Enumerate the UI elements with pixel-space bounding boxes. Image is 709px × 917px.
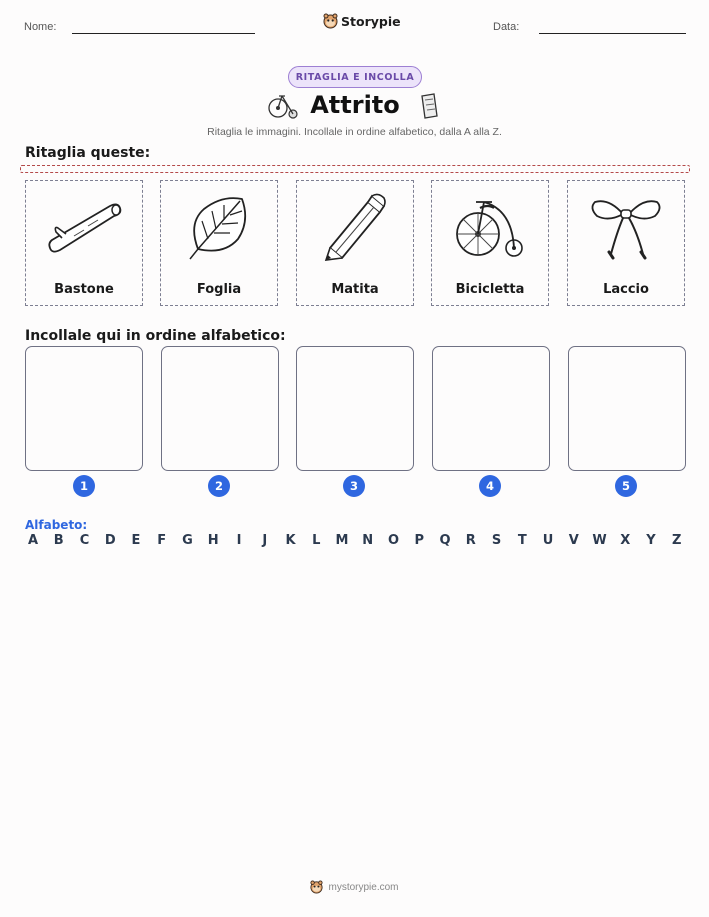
alphabet-letter: O xyxy=(387,533,400,548)
alphabet-letter: Q xyxy=(439,533,451,548)
alphabet-letter: N xyxy=(362,533,374,548)
leaf-icon xyxy=(184,193,254,263)
shoelace-bow-icon xyxy=(587,196,665,260)
paste-slot-2[interactable] xyxy=(161,346,279,471)
activity-tag: RITAGLIA E INCOLLA xyxy=(288,66,422,88)
paste-slot-1[interactable] xyxy=(25,346,143,471)
alphabet-letter: W xyxy=(592,533,607,548)
card-label: Laccio xyxy=(603,282,649,297)
alphabet-letter: D xyxy=(104,533,116,548)
alphabet-letter: Z xyxy=(672,533,682,548)
slot-number-badge: 3 xyxy=(343,475,365,497)
cut-card-laccio[interactable] xyxy=(567,180,685,306)
card-label: Bastone xyxy=(54,282,114,297)
bicycle-decoration-icon xyxy=(268,93,298,119)
alphabet-letter: K xyxy=(285,533,296,548)
page-title: Attrito xyxy=(310,91,400,119)
alphabet-letter: U xyxy=(542,533,554,548)
alphabet-letter: S xyxy=(491,533,502,548)
alphabet-letter: L xyxy=(312,533,321,548)
alphabet-letter: E xyxy=(131,533,141,548)
storypie-mascot-icon xyxy=(310,880,323,894)
alphabet-letter: B xyxy=(53,533,64,548)
card-label: Matita xyxy=(331,282,379,297)
paste-slot-5[interactable] xyxy=(568,346,686,471)
brand-logo xyxy=(323,13,401,29)
card-label: Bicicletta xyxy=(455,282,525,297)
name-line[interactable] xyxy=(72,33,255,34)
cut-heading: Ritaglia queste: xyxy=(25,145,151,161)
alphabet-letter: A xyxy=(27,533,39,548)
cut-card-matita[interactable] xyxy=(296,180,414,306)
alphabet-letter: J xyxy=(262,533,268,548)
alphabet-letter: T xyxy=(517,533,527,548)
slot-number-badge: 1 xyxy=(73,475,95,497)
alphabet-letter: X xyxy=(620,533,631,548)
alphabet-letter: M xyxy=(335,533,349,548)
alphabet-letter: G xyxy=(182,533,193,548)
stick-icon xyxy=(44,196,124,260)
date-line[interactable] xyxy=(539,33,686,34)
brand-name: Storypie xyxy=(341,13,401,29)
paste-slot-4[interactable] xyxy=(432,346,550,471)
alphabet-letter: Y xyxy=(646,533,656,548)
slot-number-badge: 5 xyxy=(615,475,637,497)
paste-heading: Incollale qui in ordine alfabetico: xyxy=(25,328,286,344)
storypie-mascot-icon xyxy=(323,13,338,29)
slot-number-badge: 4 xyxy=(479,475,501,497)
paste-slot-3[interactable] xyxy=(296,346,414,471)
alphabet-letter: I xyxy=(236,533,242,548)
date-label: Data: xyxy=(493,21,520,33)
wood-plank-decoration-icon xyxy=(416,92,442,120)
penny-farthing-bicycle-icon xyxy=(452,196,528,260)
cut-card-bastone[interactable] xyxy=(25,180,143,306)
alphabet-letter: H xyxy=(207,533,219,548)
alphabet-letter: F xyxy=(157,533,167,548)
footer xyxy=(0,880,709,894)
footer-url[interactable]: mystorypie.com xyxy=(328,881,399,893)
cut-card-foglia[interactable] xyxy=(160,180,278,306)
alphabet-letter: P xyxy=(414,533,425,548)
name-label: Nome: xyxy=(24,21,57,33)
alphabet-heading: Alfabeto: xyxy=(25,518,88,532)
cut-line xyxy=(20,165,690,173)
cut-card-bicicletta[interactable] xyxy=(431,180,549,306)
instructions: Ritaglia le immagini. Incollale in ordine alfabetico, dalla A alla Z. xyxy=(207,126,502,138)
alphabet-letter: V xyxy=(568,533,579,548)
alphabet-letter: R xyxy=(465,533,476,548)
slot-number-badge: 2 xyxy=(208,475,230,497)
alphabet-letter: C xyxy=(79,533,90,548)
pencil-icon xyxy=(320,192,390,264)
alphabet-row xyxy=(25,533,685,548)
card-label: Foglia xyxy=(196,282,242,297)
